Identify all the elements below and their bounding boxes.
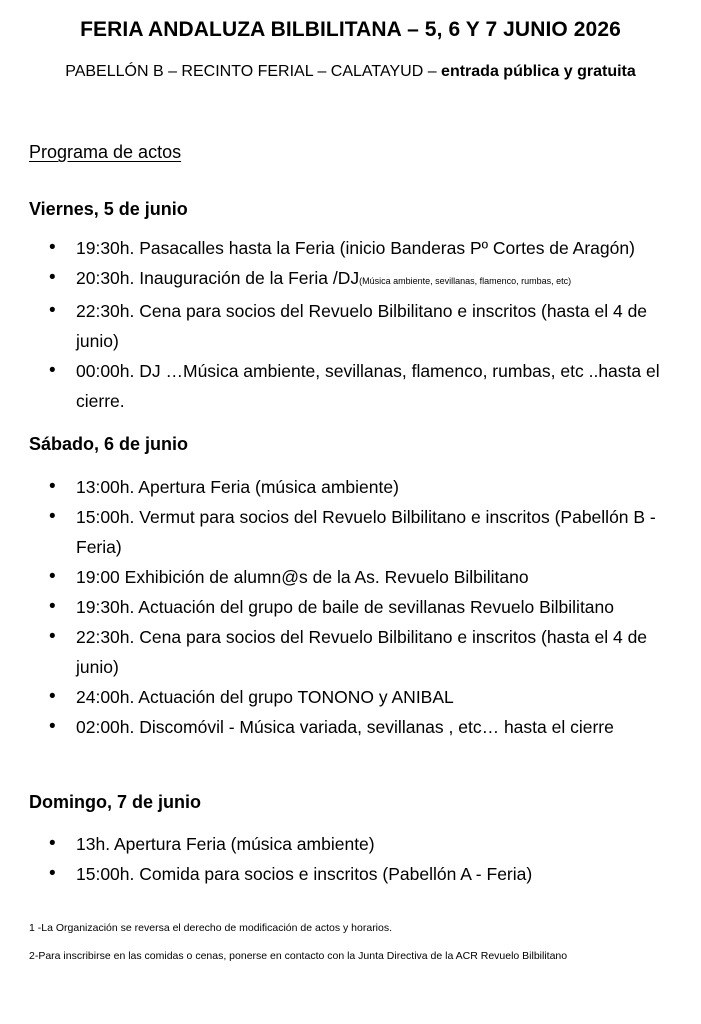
event-text: 02:00h. Discomóvil - Música variada, sevillanas , etc… hasta el cierre (76, 717, 614, 737)
list-item (0, 622, 701, 682)
footnote-1: 1 -La Organización se reversa el derecho de modificación de actos y horarios. (29, 922, 393, 934)
event-text: 19:00 Exhibición de alumn@s de la As. Revuelo Bilbilitano (76, 567, 529, 587)
event-text: 15:00h. Vermut para socios del Revuelo Bilbilitano e inscritos (Pabellón B - Feria) (76, 507, 656, 557)
event-text: 15:00h. Comida para socios e inscritos (Pabellón A - Feria) (76, 864, 533, 884)
list-item (0, 592, 701, 622)
event-list-sunday (0, 829, 701, 889)
list-item (0, 356, 701, 416)
list-item (0, 502, 701, 562)
event-list-friday (0, 233, 701, 416)
list-item (0, 562, 701, 592)
list-item (0, 829, 701, 859)
list-item (0, 859, 701, 889)
event-text: 20:30h. Inauguración de la Feria /DJ (76, 268, 360, 288)
subtitle-entry-note: entrada pública y gratuita (441, 63, 636, 80)
event-text: 13h. Apertura Feria (música ambiente) (76, 834, 375, 854)
program-heading: Programa de actos (29, 142, 182, 162)
event-text: 24:00h. Actuación del grupo TONONO y ANIBAL (76, 687, 454, 707)
list-item (0, 233, 701, 263)
event-text: 22:30h. Cena para socios del Revuelo Bilbilitano e inscritos (hasta el 4 de junio) (76, 627, 648, 677)
list-item (0, 712, 701, 742)
day-heading-sunday: Domingo, 7 de junio (29, 792, 201, 812)
footnote-2: 2-Para inscribirse en las comidas o cenas, ponerse en contacto con la Junta Directiva de la ACR Revuelo Bilbilitano (29, 950, 568, 962)
event-text: 13:00h. Apertura Feria (música ambiente) (76, 477, 399, 497)
list-item (0, 472, 701, 502)
event-text: 22:30h. Cena para socios del Revuelo Bilbilitano e inscritos (hasta el 4 de junio) (76, 301, 648, 351)
event-text: 19:30h. Actuación del grupo de baile de sevillanas Revuelo Bilbilitano (76, 597, 615, 617)
event-text: 00:00h. DJ …Música ambiente, sevillanas, flamenco, rumbas, etc ..hasta el cierre. (76, 361, 660, 411)
document-subtitle (0, 63, 701, 81)
list-item (0, 263, 701, 296)
list-item (0, 296, 701, 356)
event-detail: (Música ambiente, sevillanas, flamenco, rumbas, etc) (359, 276, 572, 286)
event-list-saturday (0, 472, 701, 742)
event-text: 19:30h. Pasacalles hasta la Feria (inicio Banderas Pº Cortes de Aragón) (76, 238, 635, 258)
list-item (0, 682, 701, 712)
day-heading-friday: Viernes, 5 de junio (29, 199, 188, 219)
day-heading-saturday: Sábado, 6 de junio (29, 434, 189, 454)
subtitle-location: PABELLÓN B – RECINTO FERIAL – CALATAYUD – (65, 63, 442, 80)
document-title: FERIA ANDALUZA BILBILITANA – 5, 6 Y 7 JUNIO 2026 (80, 18, 621, 41)
